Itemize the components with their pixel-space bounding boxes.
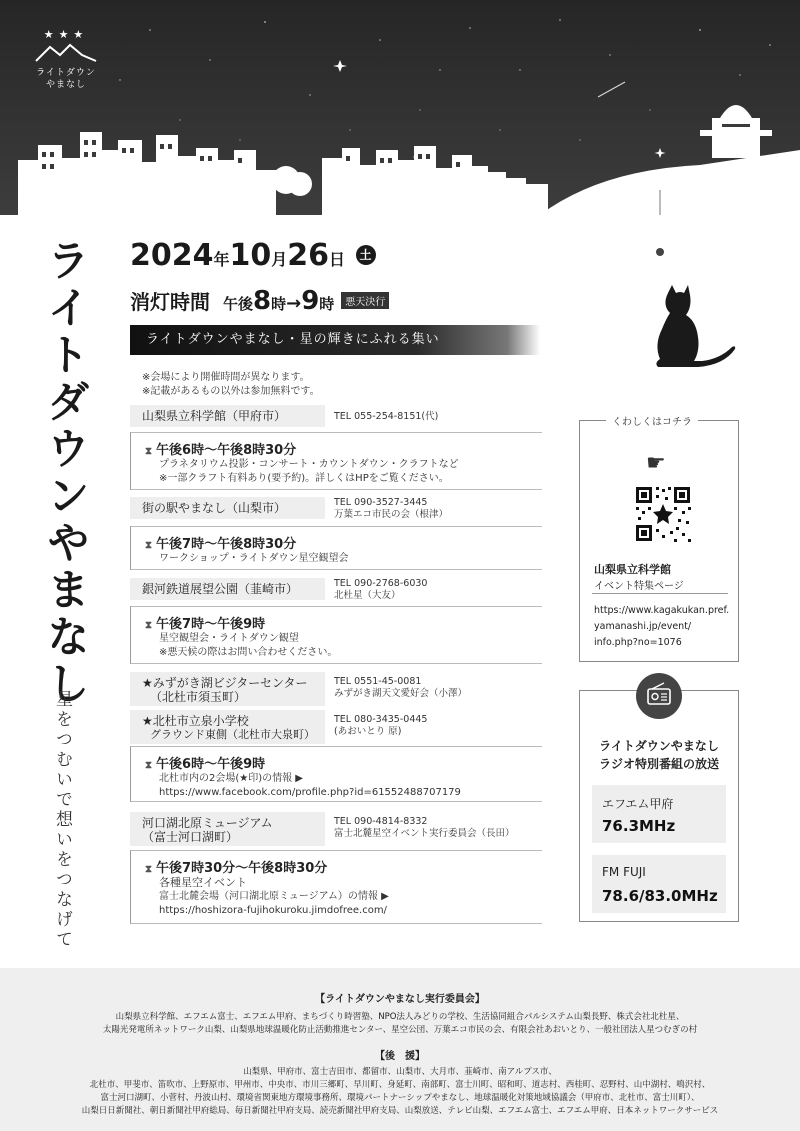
station-box bbox=[592, 785, 726, 843]
station-name: FM FUJI bbox=[602, 865, 646, 879]
venue-org: 北杜星（大友） bbox=[334, 590, 401, 601]
venue-line: 富士北麓会場（河口湖北原ミュージアム）の情報 ▶ bbox=[159, 891, 389, 902]
venue-link[interactable]: https://hoshizora-fujihokuroku.jimdofree.com/ bbox=[159, 905, 387, 916]
support-line: 富士河口湖町、小菅村、丹波山村、環境省関東地方環境事務所、環境パートナーシップやまなし、地球温暖化対策地域協議会（甲府市、北杜市、富士川町）、 bbox=[100, 1093, 700, 1103]
qr-code[interactable] bbox=[634, 485, 692, 543]
support-heading: 【後 援】 bbox=[375, 1051, 425, 1062]
venue-name: ★北杜市立泉小学校 bbox=[142, 714, 249, 728]
date-month: 10 bbox=[229, 238, 272, 273]
pointing-hand-icon: ☛ bbox=[646, 451, 666, 476]
date-year-unit: 年 bbox=[213, 250, 230, 269]
hourglass-icon: ⧗ bbox=[145, 760, 153, 771]
station-name: エフエム甲府 bbox=[602, 797, 674, 811]
support-line: 山梨県、甲府市、富士吉田市、都留市、山梨市、大月市、韮崎市、南アルプス市、 bbox=[243, 1067, 557, 1077]
time-start-unit: 時 bbox=[271, 295, 287, 313]
footer-credits bbox=[0, 968, 800, 1131]
qr-box-header: くわしくはコチラ bbox=[606, 413, 698, 428]
committee-line: 太陽光発電所ネットワーク山梨、山梨県地球温暖化防止活動推進センター、星空公団、万葉エコ市民の会、有限会社あおいとり、一般社団法人星つむぎの村 bbox=[102, 1025, 698, 1035]
venue-link[interactable]: https://www.facebook.com/profile.php?id=61552488707179 bbox=[159, 787, 461, 798]
cat-silhouette bbox=[640, 285, 740, 370]
venue-line: 北杜市内の2会場(★印)の情報 ▶ bbox=[159, 773, 303, 784]
venue-tel: TEL 0551-45-0081 bbox=[334, 676, 422, 687]
support-line: 北杜市、甲斐市、笛吹市、上野原市、甲州市、中央市、市川三郷町、早川町、身延町、南部町、富士川町、昭和町、道志村、西桂町、忍野村、山中湖村、鳴沢村、 bbox=[89, 1080, 711, 1090]
venue-line: ワークショップ・ライトダウン星空観望会 bbox=[159, 553, 349, 564]
venue-time: 午後7時〜午後9時 bbox=[156, 617, 266, 632]
time-end: 9 bbox=[301, 286, 320, 316]
venue-tel: TEL 090-4814-8332 bbox=[334, 816, 428, 827]
radio-title-2: ラジオ特別番組の放送 bbox=[598, 757, 719, 771]
date-year: 2024 bbox=[130, 238, 214, 273]
logo-stars: ★★★ bbox=[43, 28, 89, 41]
committee-heading: 【ライトダウンやまなし実行委員会】 bbox=[315, 994, 485, 1005]
station-frequency: 78.6/83.0MHz bbox=[602, 887, 718, 905]
venue-line: 各種星空イベント bbox=[159, 876, 247, 889]
date-day-unit: 日 bbox=[329, 250, 346, 269]
note-2: ※記載があるもの以外は参加無料です。 bbox=[142, 386, 320, 397]
venue-org: 富士北麓星空イベント実行委員会（長田） bbox=[334, 828, 515, 839]
venue-detail bbox=[130, 526, 542, 570]
radio-title-1: ライトダウンやまなし bbox=[599, 739, 719, 753]
venue-name-block bbox=[130, 812, 325, 846]
logo-text-1: ライトダウン bbox=[36, 68, 96, 78]
hourglass-icon: ⧗ bbox=[145, 620, 153, 631]
support-line: 山梨日日新聞社、朝日新聞社甲府総局、毎日新聞社甲府支局、読売新聞社甲府支局、山梨放送、テレビ山梨、エフエム富士、エフエム甲府、日本ネットワークサービス bbox=[81, 1106, 719, 1116]
radio-icon bbox=[636, 673, 682, 719]
radio-box bbox=[579, 690, 739, 922]
venue-name: ★みずがき湖ビジターセンター bbox=[142, 676, 308, 690]
divider bbox=[592, 593, 728, 594]
venue-detail bbox=[130, 850, 542, 924]
qr-page-label: イベント特集ページ bbox=[594, 581, 684, 592]
time-start: 8 bbox=[252, 286, 272, 316]
radio-title bbox=[580, 737, 738, 773]
hourglass-icon: ⧗ bbox=[145, 864, 153, 875]
main-title-vertical: ライトダウンやまなし bbox=[40, 238, 90, 708]
arrow-icon: → bbox=[286, 293, 302, 314]
station-frequency: 76.3MHz bbox=[602, 817, 676, 835]
venue-name-sub: グラウンド東側（北杜市大泉町） bbox=[150, 728, 315, 741]
venue-detail bbox=[130, 606, 542, 664]
venue-name-sub: （富士河口湖町） bbox=[142, 830, 239, 844]
time-prefix: 午後 bbox=[222, 295, 253, 313]
qr-url-1[interactable]: https://www.kagakukan.pref. bbox=[594, 605, 730, 616]
qr-url-3[interactable]: info.php?no=1076 bbox=[594, 637, 682, 648]
rain-or-shine-badge: 悪天決行 bbox=[341, 292, 389, 309]
venue-tel: TEL 090-2768-6030 bbox=[334, 578, 428, 589]
venue-line: プラネタリウム投影・コンサート・カウントダウン・クラフトなど bbox=[159, 459, 459, 470]
date-month-unit: 月 bbox=[271, 250, 288, 269]
venue-org: (あおいとり 原) bbox=[334, 726, 402, 737]
date-day: 26 bbox=[287, 238, 330, 273]
mountain-icon bbox=[34, 41, 98, 63]
qr-org: 山梨県立科学館 bbox=[594, 563, 671, 576]
venue-detail bbox=[130, 746, 542, 802]
venue-name-sub: （北杜市須玉町） bbox=[150, 690, 247, 704]
venue-time: 午後7時30分〜午後8時30分 bbox=[156, 861, 328, 876]
lights-off-time bbox=[130, 286, 389, 316]
logo-text-2: やまなし bbox=[45, 80, 86, 90]
venue-tel: TEL 080-3435-0445 bbox=[334, 714, 428, 725]
venue-time: 午後6時〜午後9時 bbox=[156, 757, 266, 772]
venue-detail bbox=[130, 432, 542, 490]
venue-tel: TEL 055-254-8151(代) bbox=[334, 411, 439, 422]
hourglass-icon: ⧗ bbox=[145, 446, 153, 457]
venue-name-block bbox=[130, 672, 325, 706]
time-end-unit: 時 bbox=[319, 295, 335, 313]
qr-url-2[interactable]: yamanashi.jp/event/ bbox=[594, 621, 692, 632]
weekday-badge: 土 bbox=[356, 245, 376, 265]
venue-name: 街の駅やまなし（山梨市） bbox=[130, 497, 325, 519]
venue-name-block bbox=[130, 710, 325, 744]
subtitle-vertical: 星をつむいで想いをつなげて bbox=[52, 690, 72, 950]
night-sky-illustration bbox=[0, 0, 800, 215]
event-banner: ライトダウンやまなし・星の輝きにふれる集い bbox=[130, 325, 540, 355]
venue-name: 銀河鉄道展望公園（韮崎市） bbox=[130, 578, 325, 600]
note-1: ※会場により開催時間が異なります。 bbox=[142, 372, 310, 383]
venue-name: 山梨県立科学館（甲府市） bbox=[130, 405, 325, 427]
light-down-logo bbox=[26, 28, 106, 91]
venue-line: ※悪天候の際はお問い合わせください。 bbox=[159, 647, 338, 658]
station-box bbox=[592, 855, 726, 913]
qr-url[interactable] bbox=[594, 603, 729, 651]
info-qr-box bbox=[579, 417, 739, 662]
venue-org: 万葉エコ市民の会（根津） bbox=[334, 509, 449, 520]
committee-line: 山梨県立科学館、エフエム富士、エフエム甲府、まちづくり時習塾、NPO法人みどりの学校、生活協同組合パルシステム山梨長野、株式会社北杜星、 bbox=[115, 1012, 685, 1022]
venue-line: 星空観望会・ライトダウン観望 bbox=[159, 633, 299, 644]
venue-org: みずがき湖天文愛好会（小澤） bbox=[334, 688, 468, 699]
venue-line: ※一部クラフト有料あり(要予約)。詳しくはHPをご覧ください。 bbox=[159, 473, 449, 484]
time-label: 消灯時間 bbox=[130, 290, 210, 314]
hanging-star-dot bbox=[656, 248, 664, 256]
venue-time: 午後7時〜午後8時30分 bbox=[156, 537, 297, 552]
venue-tel: TEL 090-3527-3445 bbox=[334, 497, 428, 508]
hourglass-icon: ⧗ bbox=[145, 540, 153, 551]
event-date bbox=[130, 238, 376, 273]
venue-time: 午後6時〜午後8時30分 bbox=[156, 443, 297, 458]
venue-name: 河口湖北原ミュージアム bbox=[142, 816, 273, 830]
